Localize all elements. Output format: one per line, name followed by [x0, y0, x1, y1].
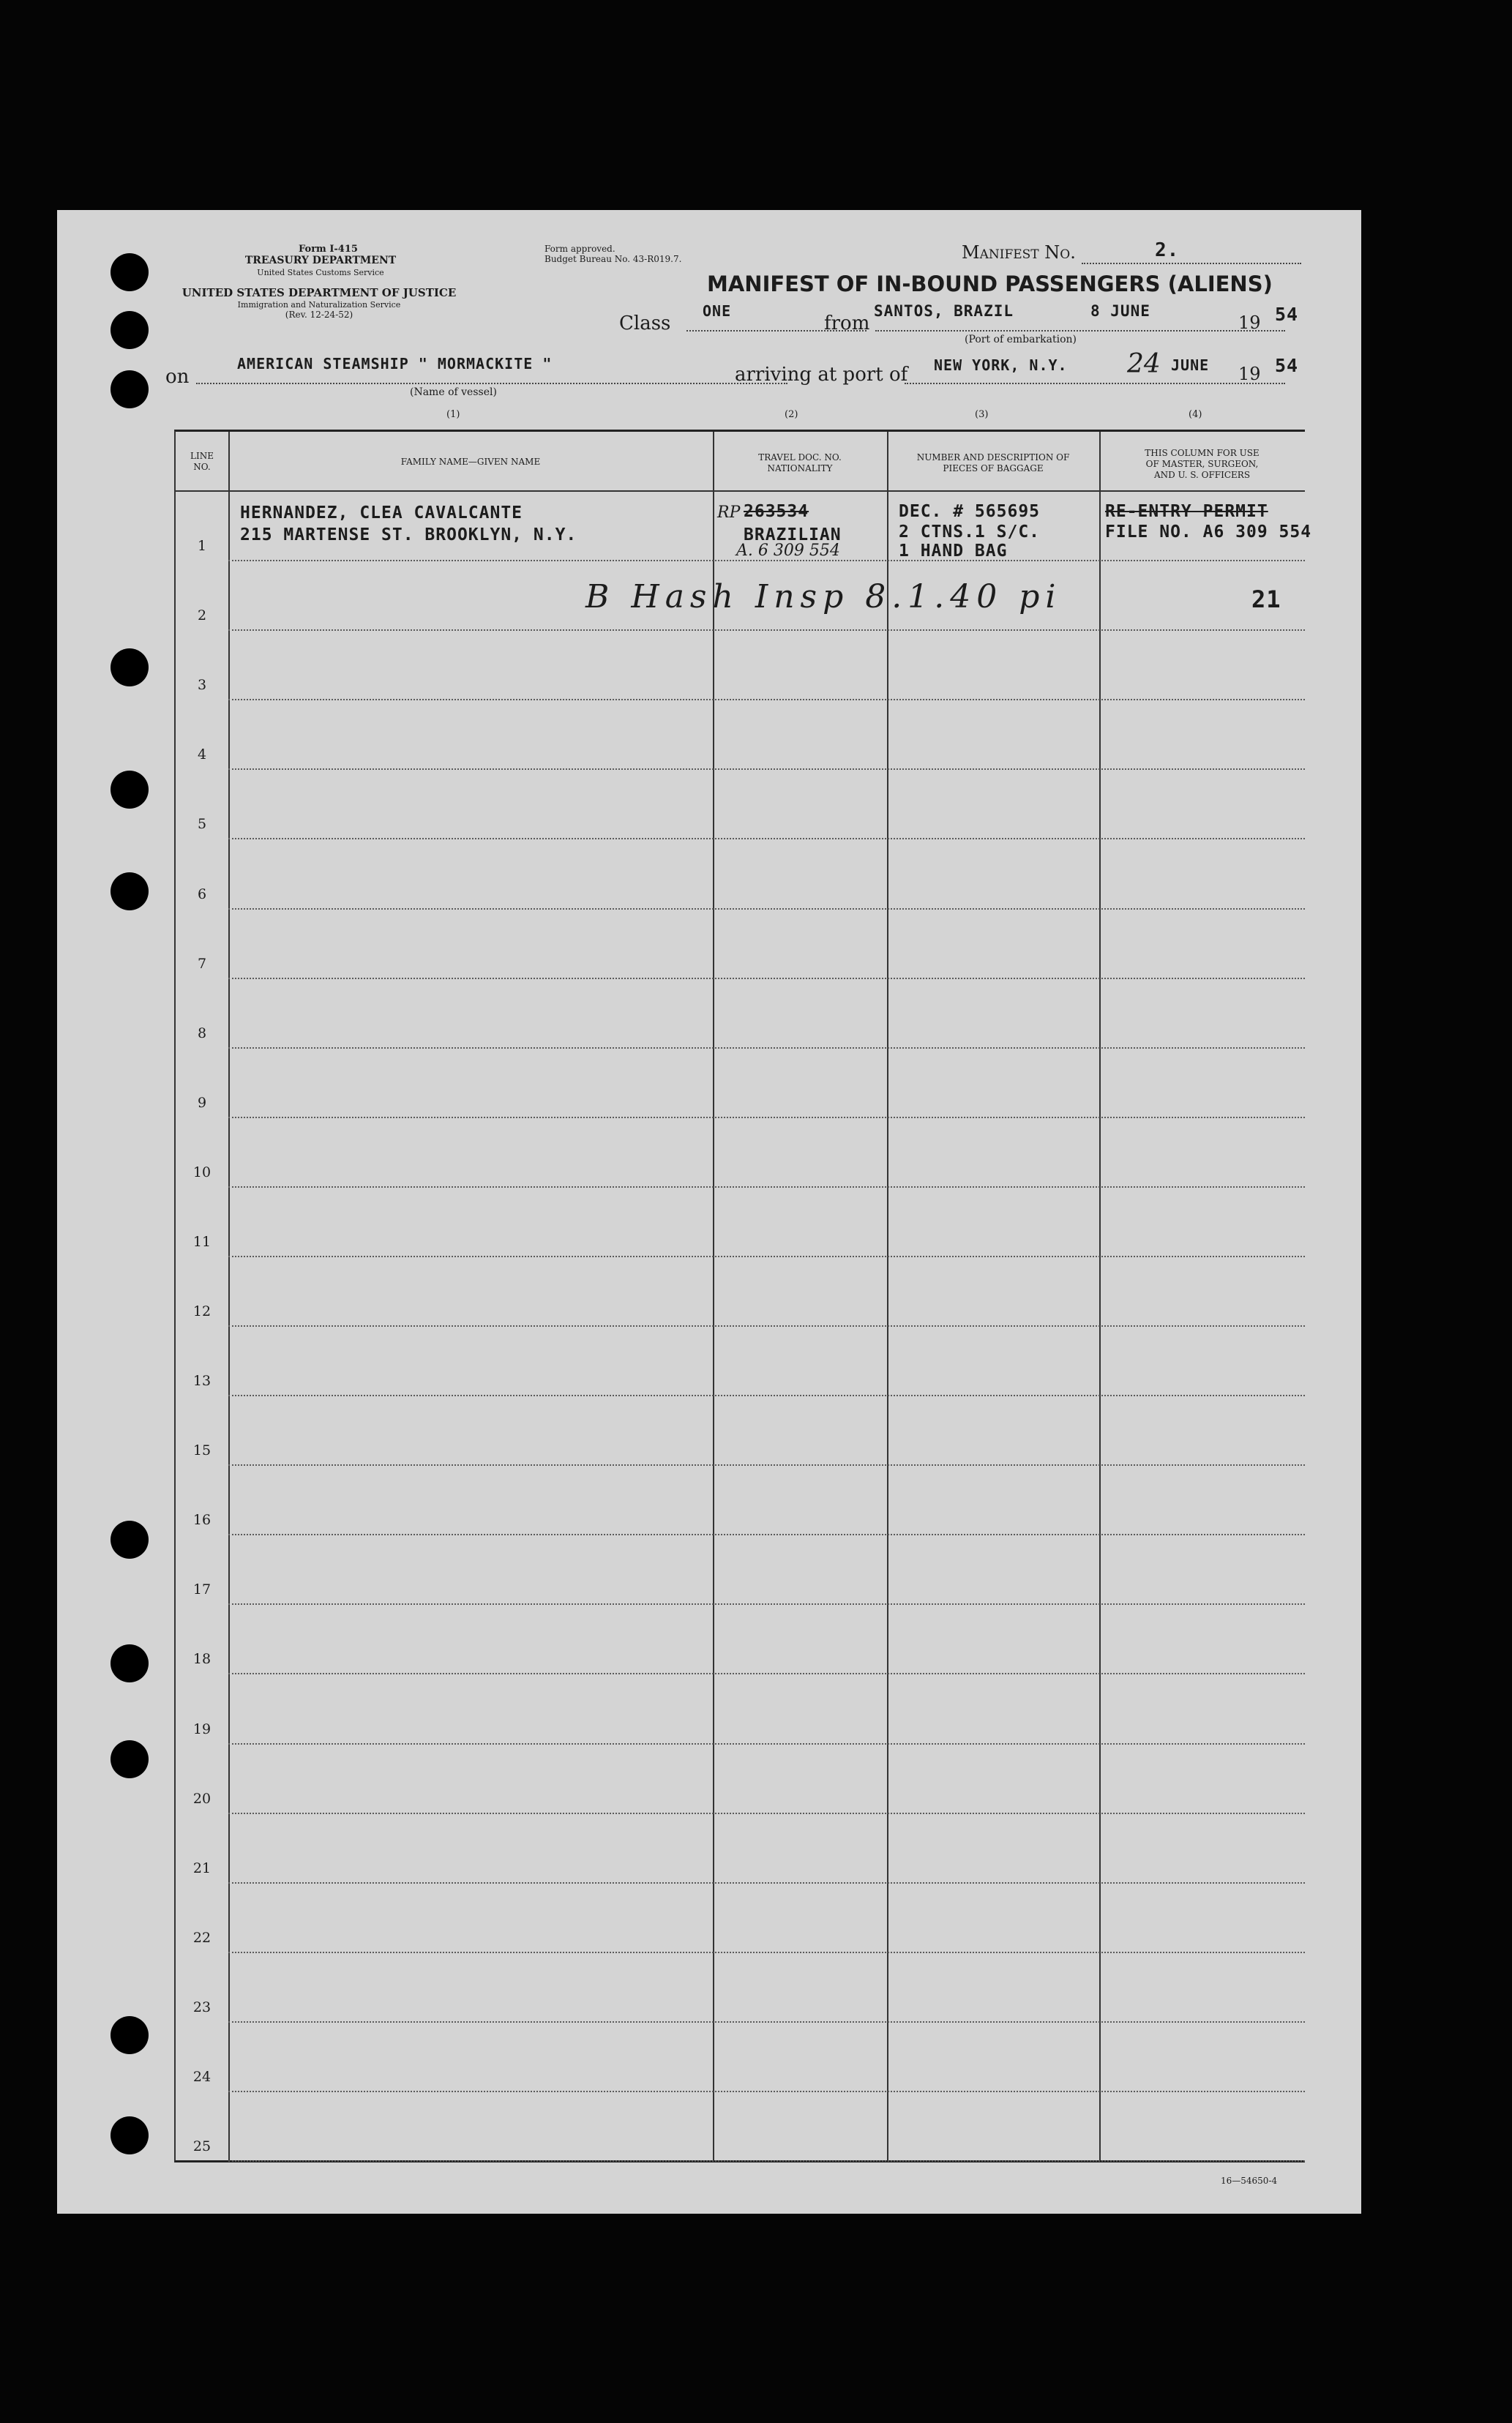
form-number: Form I-415 — [299, 244, 358, 255]
binder-hole — [111, 311, 149, 349]
alien-number: A. 6 309 554 — [736, 542, 840, 560]
table-row — [228, 908, 1305, 910]
line-number: 5 — [197, 816, 207, 833]
class-label: Class — [619, 312, 671, 334]
line-number: 17 — [192, 1581, 212, 1598]
line-number: 8 — [197, 1025, 207, 1041]
table-row — [228, 560, 1305, 561]
line-number: 2 — [197, 607, 207, 624]
line-number: 16 — [192, 1512, 212, 1529]
baggage-handbag: 1 HAND BAG — [899, 542, 1008, 561]
table-row — [228, 2021, 1305, 2023]
vessel-caption: (Name of vessel) — [410, 386, 497, 398]
passenger-address: 215 MARTENSE ST. BROOKLYN, N.Y. — [240, 525, 577, 544]
line-number: 22 — [192, 1929, 212, 1946]
baggage-cartons: 2 CTNS.1 S/C. — [899, 523, 1041, 542]
embark-port: SANTOS, BRAZIL — [874, 302, 1014, 320]
table-row — [228, 1325, 1305, 1327]
binder-hole — [111, 1521, 149, 1559]
inspector-annotation: B Hash Insp 8.1.40 pi — [585, 578, 1062, 615]
arrival-underline — [905, 383, 1285, 384]
table-row — [228, 1603, 1305, 1605]
line-number: 6 — [197, 885, 207, 902]
binder-hole — [111, 370, 149, 408]
embark-year-prefix: 19 — [1238, 312, 1261, 333]
binder-hole — [111, 648, 149, 686]
header-line-no: LINE NO. — [190, 451, 214, 472]
col-divider — [228, 432, 230, 2160]
line-number: 4 — [197, 746, 207, 763]
officer-note-file: FILE NO. A6 309 554 — [1105, 523, 1312, 542]
col-num-4: (4) — [1189, 409, 1202, 420]
line-number: 24 — [192, 2068, 212, 2085]
table-row — [228, 1743, 1305, 1745]
line-number: 10 — [192, 1164, 212, 1180]
col-num-2: (2) — [785, 409, 798, 420]
doc-prefix: RP — [717, 503, 741, 522]
table-row — [228, 1813, 1305, 1814]
arrival-year-prefix: 19 — [1238, 364, 1261, 384]
table-row — [228, 978, 1305, 979]
line-number: 13 — [192, 1373, 212, 1390]
table-row — [228, 838, 1305, 839]
line-number: 20 — [192, 1790, 212, 1807]
binder-hole — [111, 1740, 149, 1778]
arriving-label: arriving at port of — [735, 364, 908, 386]
table-row — [228, 699, 1305, 700]
vessel-underline — [196, 383, 787, 384]
col-num-3: (3) — [975, 409, 989, 420]
line-number: 1 — [197, 538, 207, 555]
col-num-1: (1) — [446, 409, 460, 420]
baggage-declaration: DEC. # 565695 — [899, 502, 1041, 521]
table-row — [228, 1395, 1305, 1396]
arrival-year: 54 — [1275, 355, 1299, 376]
binder-hole — [111, 2116, 149, 2154]
line-number: 23 — [192, 1999, 212, 2015]
line-number: 18 — [192, 1651, 212, 1668]
binder-hole — [111, 1644, 149, 1682]
manifest-underline — [1082, 263, 1301, 264]
col-divider — [713, 432, 714, 2160]
form-approved: Form approved. — [544, 244, 615, 254]
treasury-dept: TREASURY DEPARTMENT — [244, 255, 397, 266]
embark-year: 54 — [1275, 304, 1299, 325]
nationality: BRAZILIAN — [744, 525, 842, 544]
table-row — [228, 2091, 1305, 2092]
justice-dept: UNITED STATES DEPARTMENT OF JUSTICE — [181, 286, 457, 299]
passenger-name: HERNANDEZ, CLEA CAVALCANTE — [240, 503, 523, 523]
page-title: MANIFEST OF IN-BOUND PASSENGERS (ALIENS) — [707, 271, 1273, 296]
arrival-port: NEW YORK, N.Y. — [934, 356, 1068, 374]
col-divider — [1099, 432, 1101, 2160]
line-number: 21 — [192, 1860, 212, 1876]
passenger-count: 21 — [1251, 585, 1281, 613]
header-officers: THIS COLUMN FOR USE OF MASTER, SURGEON, AND U. S. OFFICERS — [1145, 448, 1260, 480]
embark-underline — [875, 330, 1285, 332]
table-row — [228, 1047, 1305, 1049]
line-number: 19 — [192, 1720, 212, 1737]
table-row — [228, 1117, 1305, 1118]
table-row — [228, 1952, 1305, 1953]
manifest-label: Manifest No. — [962, 242, 1076, 263]
revision: (Rev. 12-24-52) — [285, 310, 353, 320]
from-label: from — [824, 312, 870, 334]
binder-hole — [111, 872, 149, 910]
table-row — [228, 1534, 1305, 1535]
table-row — [228, 2160, 1305, 2162]
officer-note-permit: RE-ENTRY PERMIT — [1105, 502, 1268, 521]
table-row — [228, 768, 1305, 770]
budget-bureau: Budget Bureau No. 43-R019.7. — [544, 254, 682, 264]
table-row — [228, 1464, 1305, 1466]
line-number: 7 — [197, 955, 207, 972]
embark-date: 8 JUNE — [1090, 302, 1150, 320]
header-baggage: NUMBER AND DESCRIPTION OF PIECES OF BAGGAGE — [916, 452, 1070, 473]
footer-code: 16—54650-4 — [1221, 2176, 1278, 2186]
line-number: 11 — [192, 1233, 212, 1250]
vessel-name: AMERICAN STEAMSHIP " MORMACKITE " — [237, 355, 553, 372]
line-number: 3 — [197, 677, 207, 694]
arrival-day: 24 — [1127, 349, 1161, 379]
table-row — [228, 629, 1305, 631]
arrival-month: JUNE — [1171, 356, 1210, 374]
embark-caption: (Port of embarkation) — [965, 334, 1077, 345]
line-number: 12 — [192, 1303, 212, 1319]
doc-number: 263534 — [744, 502, 809, 521]
line-number: 15 — [192, 1442, 212, 1459]
binder-hole — [111, 253, 149, 291]
table-row — [228, 1256, 1305, 1257]
table-row — [228, 1673, 1305, 1674]
col-divider — [887, 432, 888, 2160]
manifest-number: 2. — [1155, 239, 1180, 261]
header-divider — [176, 490, 1305, 492]
binder-hole — [111, 2016, 149, 2054]
manifest-page — [57, 210, 1361, 2214]
header-travel-doc: TRAVEL DOC. NO. NATIONALITY — [758, 452, 842, 473]
on-label: on — [165, 366, 190, 388]
class-value: ONE — [703, 302, 732, 320]
line-number: 25 — [192, 2138, 212, 2154]
passenger-table — [174, 430, 1312, 2162]
binder-hole — [111, 771, 149, 809]
customs-service: United States Customs Service — [257, 268, 384, 277]
table-row — [228, 1882, 1305, 1884]
line-number: 9 — [197, 1094, 207, 1111]
ins-service: Immigration and Naturalization Service — [237, 300, 401, 310]
header-name: FAMILY NAME—GIVEN NAME — [400, 457, 541, 467]
table-row — [228, 1186, 1305, 1188]
